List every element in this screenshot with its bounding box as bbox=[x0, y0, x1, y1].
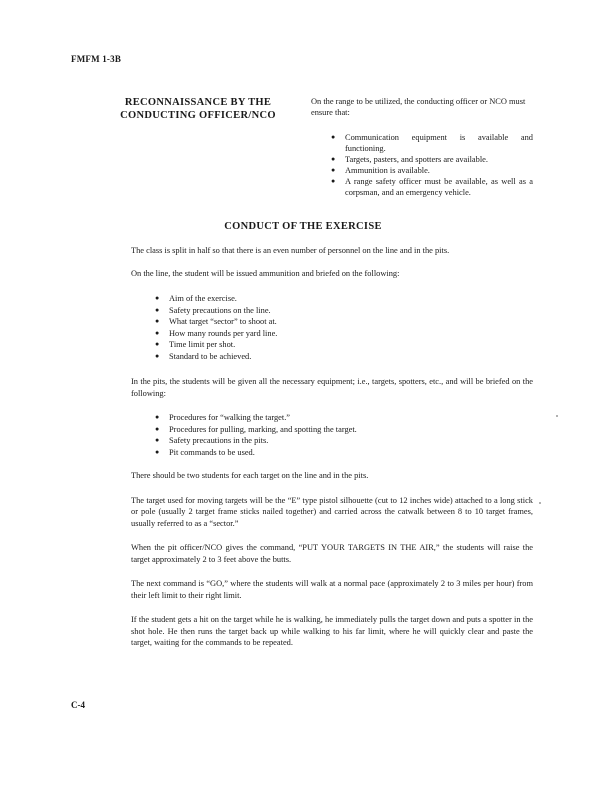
paragraph: In the pits, the students will be given all the necessary equipment; i.e., targets, spotters, etc., and will be briefed on the following: bbox=[131, 377, 533, 398]
list-item: ● Aim of the exercise. bbox=[155, 293, 533, 305]
list-item: ● Safety precautions in the pits. bbox=[155, 435, 533, 447]
document-id: FMFM 1-3B bbox=[71, 54, 122, 64]
list-item: ● Ammunition is available. bbox=[331, 165, 533, 176]
conduct-section-body bbox=[131, 245, 533, 649]
page-number: C-4 bbox=[71, 700, 85, 710]
paragraph: On the line, the student will be issued ammunition and briefed on the following: bbox=[131, 268, 400, 278]
recon-title-line: RECONNAISSANCE BY THE bbox=[124, 97, 272, 108]
recon-section-body bbox=[311, 96, 533, 198]
list-item: ● Safety precautions on the line. bbox=[155, 305, 533, 317]
list-item: ● What target “sector” to shoot at. bbox=[155, 316, 533, 328]
paragraph: When the pit officer/NCO gives the command, “PUT YOUR TARGETS IN THE AIR,” the students will raise the target approximately 2 to 3 feet above the butts. bbox=[131, 543, 533, 564]
recon-section-title bbox=[108, 96, 288, 122]
paragraph: The class is split in half so that there is an even number of personnel on the line and in the pits. bbox=[131, 246, 450, 255]
paragraph: There should be two students for each target on the line and in the pits. bbox=[131, 471, 369, 480]
list-item: ● Time limit per shot. bbox=[155, 339, 533, 351]
scan-speck bbox=[539, 502, 541, 504]
paragraph: The target used for moving targets will be the “E” type pistol silhouette (cut to 12 inches wide) attached to a long stick or pole (usually 2 target frame sticks nailed together) and carried across the catwalk between 8 to 10 target frames, usually referred to as a “sector.” bbox=[131, 495, 533, 528]
line-briefing-list bbox=[155, 293, 533, 362]
list-item: ● Standard to be achieved. bbox=[155, 351, 533, 363]
paragraph: If the student gets a hit on the target while he is walking, he immediately pulls the target down and puts a spotter in the shot hole. He then runs the target back up while walking to his far limit, where he will quickly clear and paste the target, waiting for the commands to be repeated. bbox=[131, 615, 533, 647]
list-item: ● A range safety officer must be available, as well as a corpsman, and an emergency vehicle. bbox=[331, 176, 533, 198]
list-item: ● Targets, pasters, and spotters are available. bbox=[331, 154, 533, 165]
recon-intro: On the range to be utilized, the conducting officer or NCO must ensure that: bbox=[311, 97, 526, 117]
paragraph: The next command is “GO,” where the students will walk at a normal pace (approximately 2 to 3 miles per hour) from their left limit to their right limit. bbox=[131, 579, 533, 600]
pit-briefing-list bbox=[155, 412, 533, 458]
recon-title-line: CONDUCTING OFFICER/NCO bbox=[120, 110, 276, 121]
list-item: ● Communication equipment is available and functioning. bbox=[331, 132, 533, 154]
scan-speck bbox=[556, 415, 558, 417]
conduct-section-title: CONDUCT OF THE EXERCISE bbox=[224, 221, 382, 232]
recon-checklist bbox=[331, 132, 533, 198]
list-item: ● Pit commands to be used. bbox=[155, 447, 533, 459]
list-item: ● Procedures for “walking the target.” bbox=[155, 412, 533, 424]
list-item: ● Procedures for pulling, marking, and spotting the target. bbox=[155, 424, 533, 436]
list-item: ● How many rounds per yard line. bbox=[155, 328, 533, 340]
